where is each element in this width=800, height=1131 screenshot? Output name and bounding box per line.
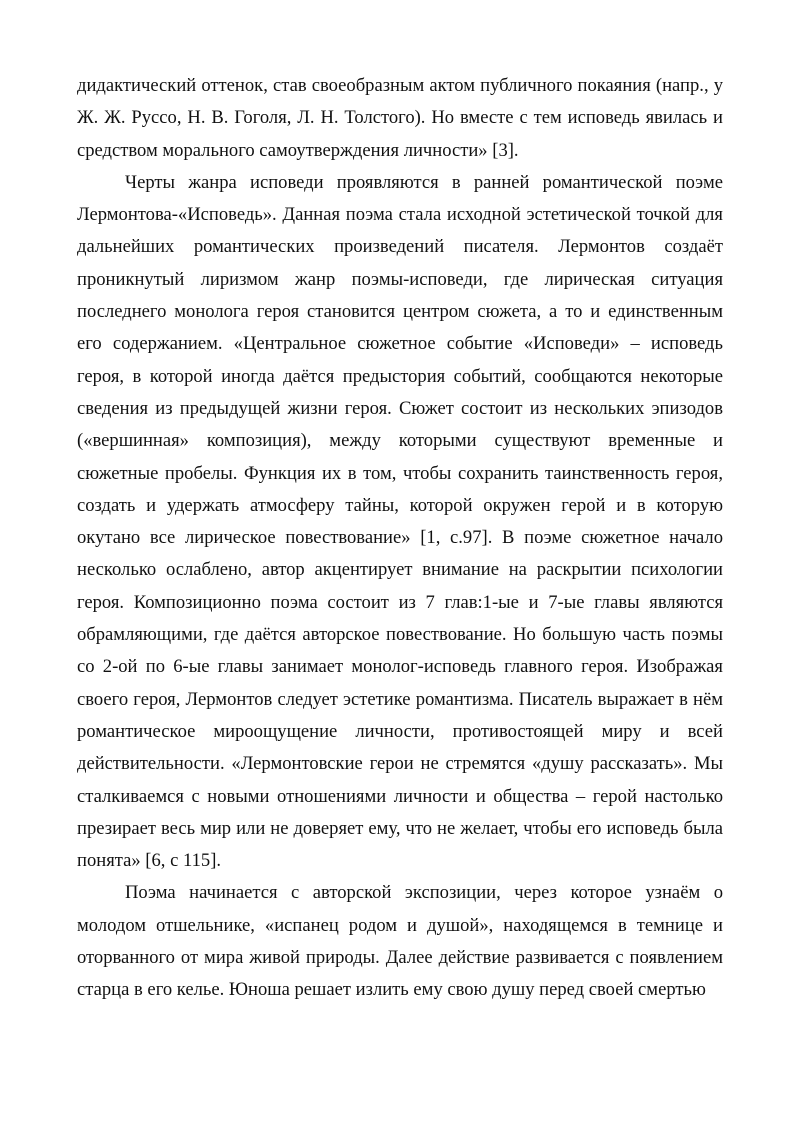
- paragraph-poem-opening: Поэма начинается с авторской экспозиции, через которое узнаём о молодом отшельнике, «испанец родом и душой», находящемся в темнице и оторванного от мира живой природы. Далее действие развивается с появлением старца в его келье. Юноша решает излить ему свою душу перед своей смертью: [77, 882, 723, 1001]
- paragraph-confession-genre: Черты жанра исповеди проявляются в ранней романтической поэме Лермонтова-«Исповедь». Данная поэма стала исходной эстетической точкой для дальнейших романтических произведений писателя. Лермонтов создаёт проникнутый лиризмом жанр поэмы-исповеди, где лирическая ситуация последнего монолога героя становится центром сюжета, а то и единственным его содержанием. «Центральное сюжетное событие «Исповеди» – исповедь героя, в которой иногда даётся предыстория событий, сообщаются некоторые сведения из предыдущей жизни героя. Сюжет состоит из нескольких эпизодов («вершинная» композиция), между которыми существуют временные и сюжетные пробелы. Функция их в том, чтобы сохранить таинственность героя, создать и удержать атмосферу тайны, которой окружен герой и в которую окутано все лирическое повествование» [1, с.97]. В поэме сюжетное начало несколько ослаблено, автор акцентирует внимание на раскрытии психологии героя. Композиционно поэма состоит из 7 глав:1-ые и 7-ые главы являются обрамляющими, где даётся авторское повествование. Но большую часть поэмы со 2-ой по 6-ые главы занимает монолог-исповедь главного героя. Изображая своего героя, Лермонтов следует эстетике романтизма. Писатель выражает в нём романтическое мироощущение личности, противостоящей миру и всей действительности. «Лермонтовские герои не стремятся «душу рассказать». Мы сталкиваемся с новыми отношениями личности и общества – герой настолько презирает весь мир или не доверяет ему, что не желает, чтобы его исповедь была понята» [6, с 115].: [77, 171, 723, 872]
- document-page: [77, 70, 723, 1007]
- paragraph-continuation: дидактический оттенок, став своеобразным актом публичного покаяния (напр., у Ж. Ж. Руссо, Н. В. Гоголя, Л. Н. Толстого). Но вместе с тем исповедь явилась и средством морального самоутверждения личности» [3].: [77, 75, 723, 161]
